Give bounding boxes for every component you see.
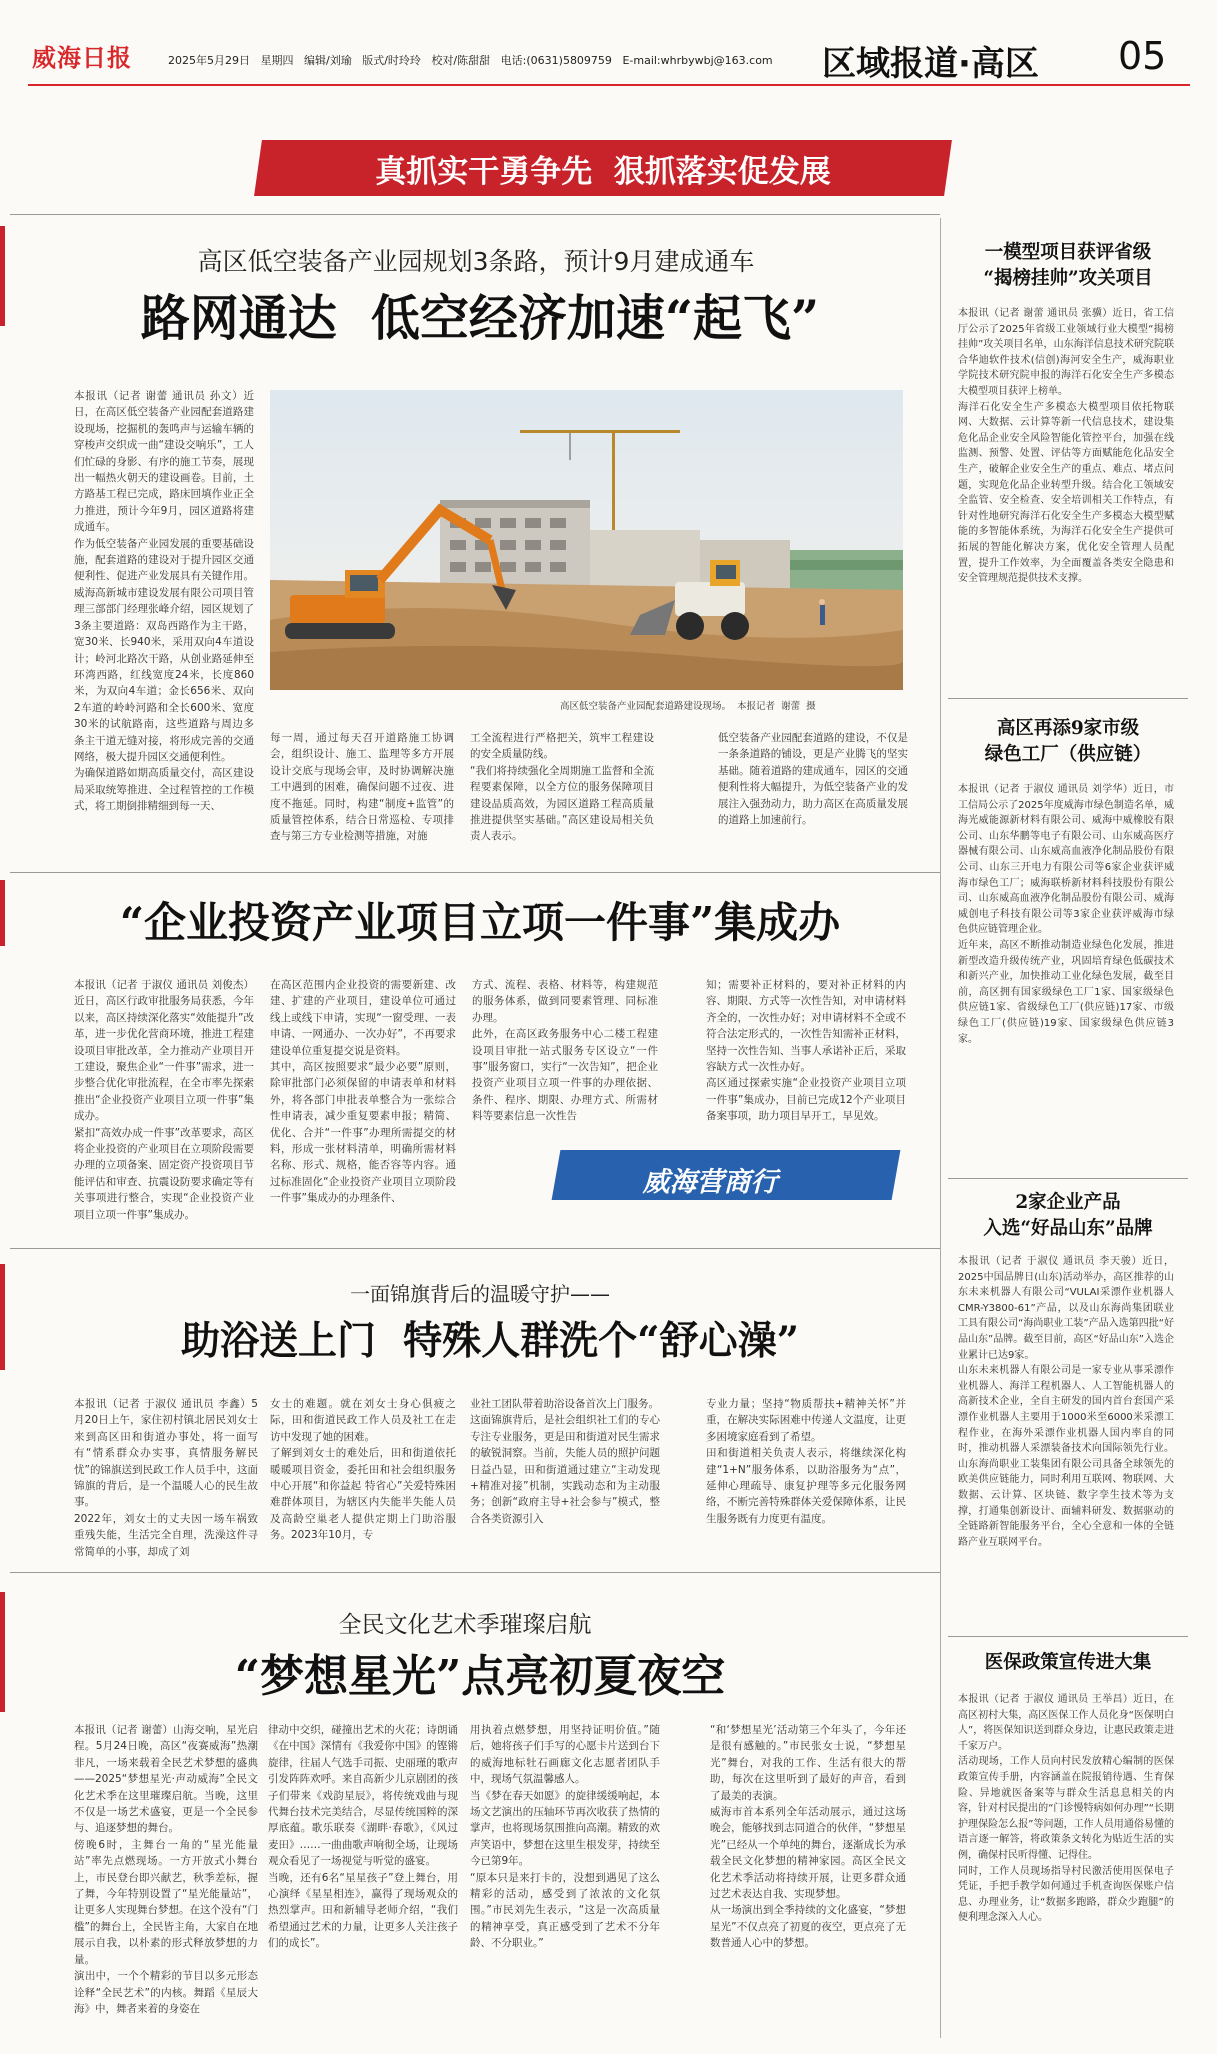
proofreader-credit: 校对/陈甜甜 <box>431 54 491 67</box>
phone-number: 电话:(0631)5809759 <box>500 54 612 67</box>
sidebar-story-4-text: 本报讯（记者 于淑仪 通讯员 王举昌）近日，在高区初村大集，高区医保工作人员化身“医保明白人”，将医保知识送到群众身边，让惠民政策走进千家万户。 活动现场，工作人员向村民发放精心编制的医保政策宣传手册，内容涵盖在院报销待遇、生育保险、异地就医备案等与群众生活息息相关的内容，针对村民提出的“门诊慢特病如何办理”“长期护理保险怎么报”等问题，工作人员用通俗易懂的语言逐一解答，将政策条文转化为贴近生活的实例，确保村民听得懂、记得住。 同时，工作人员现场指导村民激活使用医保电子凭证，手把手教学如何通过手机查询医保账户信息、办理业务，让“数据多跑路，群众少跑腿”的便利理念深入人心。 <box>958 1694 1174 1924</box>
article3-column-4: 专业力量；坚持“物质帮扶+精神关怀”并重，在解决实际困难中传递人文温度，让更多困境家庭看到了希望。 田和街道相关负责人表示，将继续深化构建“1+N”服务体系，以助浴服务为“点”，延伸心理疏导、康复护理等多元化服务网络，不断完善特殊群体关爱保障体系，让民生服务既有力度更有温度。 <box>706 1398 906 1525</box>
email-address: E-mail:whrbywbj@163.com <box>622 54 773 67</box>
article-marker <box>0 1264 5 1370</box>
business-ad-label: 威海营商行 <box>642 1167 778 1198</box>
article4-headline: “梦想星光”点亮初夏夜空 <box>234 1651 726 1702</box>
article-marker <box>0 226 5 326</box>
issue-weekday: 星期四 <box>260 54 294 67</box>
section-title: 区域报道·高区 <box>822 44 1039 84</box>
masthead-rule <box>28 84 1190 86</box>
article2-column-1: 本报讯（记者 于淑仪 通讯员 刘俊杰）近日，高区行政审批服务局获悉，今年以来，高区持续深化落实“效能提升”改革，进一步优化营商环境，推进工程建设项目审批改革，全力推动产业项目开工建设，聚焦企业“一件事”需求，进一步整合优化审批流程，在全市率先探索推出“企业投资产业项目立项一件事”集成办。 紧扣“高效办成一件事”改革要求，高区将企业投资的产业项目在立项阶段需要办理的立项备案、固定资产投资项目节能评估和审查、抗震设防要求确定等有关事项进行整合，实现“企业投资产业项目立项一件事”集成办。 <box>74 979 254 1221</box>
sidebar-story-3-title: 2家企业产品 入选“好品山东”品牌 <box>983 1192 1153 1239</box>
issue-date: 2025年5月29日 <box>168 54 250 67</box>
sidebar-divider <box>940 218 941 2038</box>
construction-scene-image <box>270 390 903 690</box>
photo-caption: 高区低空装备产业园配套道路建设现场。 本报记者 谢蕾 摄 <box>560 701 816 712</box>
masthead-meta <box>168 52 773 68</box>
article4-subtitle: 全民文化艺术季璀璨启航 <box>338 1612 592 1638</box>
slogan-text: 真抓实干勇争先 狠抓落实促发展 <box>375 154 831 190</box>
article4-column-1: 本报讯（记者 谢蕾）山海交响，星光启程。5月24日晚，高区“夜赛威海”热潮非凡，一场来载着全民艺术梦想的盛典——2025“梦想星光·声动威海”全民文化艺术季在这里璀璨启航。当晚，这里不仅是一场艺术盛宴，更是一个全民参与、追逐梦想的舞台。 傍晚6时，主舞台一角的“星光能量站”率先点燃现场。一方开放式小舞台上，市民登台即兴献艺，秋季差标，握了舞，今年特别设置了“星光能量站”，让更多人实现舞台梦想。在这个没有“门槛”的舞台上，全民皆主角，大家自在地展示自我，以朴素的形式释放梦想的力量。 演出中，一个个精彩的节目以多元形态诠释“全民艺术”的内核。舞蹈《星辰大海》中，舞者来着的身姿在 <box>74 1724 258 2015</box>
banner-divider <box>10 214 940 215</box>
sidebar-divider <box>948 1178 1188 1179</box>
sidebar-divider <box>948 1636 1188 1637</box>
lead-column-3: 工全流程进行严格把关，筑牢工程建设的安全质量防线。 “我们将持续强化全周期施工监督和全流程要素保障，以全方位的服务保障项目建设品质高效，为园区道路工程高质量推进提供坚实基础。”高区建设局相关负责人表示。 <box>470 732 654 843</box>
article4-column-3: 用执着点燃梦想，用坚持证明价值。”随后，她将孩子们手写的心愿卡片送到台下的威海地标牡石画廊文化志愿者团队手中，现场气氛温馨感人。 当《梦在春天如愿》的旋律缓缓响起，本场文艺演出的压轴环节再次收获了热情的掌声，也将现场氛围推向高潮。精致的欢声笑语中，梦想在这里生根发芽，持续至今已第9年。 “原本只是来打卡的，没想到遇见了这么精彩的活动，感受到了浓浓的文化氛围。”市民刘先生表示，“这是一次高质量的精神享受，真正感受到了艺术不分年龄、不分职业。” <box>470 1724 660 1950</box>
sidebar-story-1-title: 一模型项目获评省级 “揭榜挂帅”攻关项目 <box>983 242 1153 289</box>
sidebar-story-2-title: 高区再添9家市级 绿色工厂（供应链） <box>984 718 1152 765</box>
section-divider <box>10 872 940 873</box>
article2-column-4: 知；需要补正材料的，要对补正材料的内容、期限、方式等一次性告知，对申请材料齐全的，一次性办好；对申请材料不全或不符合法定形式的，一次性告知需补正材料，坚持一次性告知、当事人承诺补正后，采取容缺方式一次性办好。 高区通过探索实施“企业投资产业项目立项一件事”集成办，目前已完成12个产业项目备案事项，助力项目早开工，早见效。 <box>706 979 906 1123</box>
article3-subtitle: 一面锦旗背后的温暖守护—— <box>350 1282 610 1306</box>
article2-column-2: 在高区范围内企业投资的需要新建、改建、扩建的产业项目，建设单位可通过线上或线下申请，实现“一窗受理、一表申请、一网通办、一次办好”，不再要求建设单位重复提交说是资料。 其中，高区按照要求“最少必要”原则，除审批部门必须保留的申请表单和材料外，将各部门申批表单整合为一张综合性申请表，减少重复要素申报；精简、优化、合并“一件事”办理所需提交的材料，形成一张材料清单，明确所需材料名称、形式、规格，能否容等内容。通过标准固化“企业投资产业项目立项阶段一件事”集成办的办理条件、 <box>270 979 456 1205</box>
sidebar-divider <box>948 698 1188 699</box>
editor-credit: 编辑/刘瑜 <box>304 54 352 67</box>
lead-column-4: 低空装备产业园配套道路的建设，不仅是一条条道路的铺设，更是产业腾飞的坚实基础。随着道路的建成通车，园区的交通便利性将大幅提升，为低空装备产业的发展注入强劲动力，助力高区在高质量发展的道路上加速前行。 <box>718 732 908 827</box>
section-divider <box>10 1572 940 1573</box>
designer-credit: 版式/时玲玲 <box>362 54 421 67</box>
lead-subtitle: 高区低空装备产业园规划3条路，预计9月建成通车 <box>197 247 755 276</box>
article4-column-2: 律动中交织，碰撞出艺术的火花；诗朗诵《在中国》深情有《我爱你中国》的铿锵旋律，往届人气选手司振、史丽瑾的歌声引发阵阵欢呼。来自高新少儿京剧团的孩子们带来《戏韵星辰》，将传统戏曲与现代舞台技术完美结合，尽显传统国粹的深厚底蕴。歌乐联奏《湖畔·春歌》，《风过麦田》……一曲曲歌声响彻全场，让现场观众看见了一场视觉与听觉的盛宴。 当晚，还有6名“星星孩子”登上舞台，用心演绎《星星相连》，赢得了现场观众的热烈掌声。田和新辅导老师介绍，“我们希望通过艺术的力量，让更多人关注孩子们的成长”。 <box>268 1724 458 1950</box>
article3-column-1: 本报讯（记者 于淑仪 通讯员 李鑫）5月20日上午，家住初村镇北居民刘女士来到高区田和街道办事处，将一面写有“情系群众办实事，真情服务解民忧”的锦旗送到民政工作人员手中，这面锦旗的背后，是一个温暖人心的民生故事。 2022年，刘女士的丈夫因一场车祸致重残失能，生活完全自理，洗澡这件寻常简单的小事，却成了刘 <box>74 1398 258 1558</box>
sidebar-story-3-text: 本报讯（记者 于淑仪 通讯员 李天骏）近日，2025中国品牌日(山东)活动举办，高区推荐的山东未来机器人有限公司“VULAI采漂作业机器人CMR-Y3800-61”产品，以及山东海尚集团联业工具有限公司“海尚职业工装”产品入选第四批“好品山东”品牌。截至目前，高区“好品山东”入选企业累计已达9家。 山东未来机器人有限公司是一家专业从事采漂作业机器人、海洋工程机器人、人工智能机器人的高新技术企业，全自主研发的国内首台套国产采漂作业机器人主要用于1000米至6000米采漂工程作业，在海外采漂作业机器人国内率自的同时，推动机器人采漂装备技术向国际领先行业。山东海尚职业工装集团有限公司具备全球领先的欧美供应链能力，同时利用互联网、物联网、大数据、云计算、区块链、数字孪生技术等为支撑，打通集创新设计、面辅料研发、数据驱动的全链路新智能服务平台，全心全意和一体的全链路产业互联网平台。 <box>958 1256 1174 1548</box>
article-marker <box>0 1592 5 1712</box>
article-marker <box>0 880 5 946</box>
article2-column-3: 方式、流程、表格、材料等，构建规范的服务体系，做到同要素管理、同标准办理。 此外，在高区政务服务中心二楼工程建设项目审批一站式服务专区设立“一件事”服务窗口，实行“一次告知”，把企业投资产业项目立项一件事的办理依据、条件、程序、期限、办理方式、所需材料等要素信息一次性告 <box>472 979 658 1123</box>
sidebar-story-1-text: 本报讯（记者 谢蕾 通讯员 张骥）近日，省工信厅公示了2025年省级工业领域行业大模型“揭榜挂帅”攻关项目名单，山东海洋信息技术研究院联合华迪软件技术(信创)海河安全生产，威海职业学院技术研究院申报的海洋石化安全生产多模态大模型项目获评上榜单。 海洋石化安全生产多模态大模型项目依托物联网、大数据、云计算等新一代信息技术，建设集危化品企业安全风险智能化管控平台，加强在线监测、预警、处置、评估等方面赋能危化品安全生产，破解企业安全生产的重点、难点、堵点问题，实现危化品企业转型升级。结合化工领域安全监管、安全检查、安全培训相关工作特点，有针对性地研究海洋石化安全生产多模态大模型赋能的多智能体系统，为海洋石化安全生产提供可拓展的智能化解决方案，优化安全管理人员配置，提升工作效率，为全面覆盖各类安全隐患和安全管理规范提供技术支撑。 <box>958 308 1174 585</box>
article4-column-4: “和‘梦想星光’活动第三个年头了，今年还是很有感触的。”市民张女士说，“梦想星光”舞台，对我的工作、生活有很大的帮助，每次在这里听到了最好的声音，看到了最美的表演。 威海市首本系列全年活动展示，通过这场晚会，能够找到志同道合的伙伴，“梦想星光”已经从一个单纯的舞台，逐渐成长为承载全民文化梦想的精神家园。高区全民文化艺术季活动将持续开展，让更多群众通过艺术表达自我、实现梦想。 从一场演出到全季持续的文化盛宴，“梦想星光”不仅点亮了初夏的夜空，更点亮了无数普通人心中的梦想。 <box>710 1724 906 1950</box>
article3-column-3: 业社工团队带着助浴设备首次上门服务。 这面锦旗背后，是社会组织社工们的专心专注专业服务，更是田和街道对民生需求的敏锐洞察。当前，失能人员的照护问题日益凸显，田和街道通过建立“主动发现+精准对接”机制，实践动态和为主动服务；创新“政府主导+社会参与”模式，整合各类资源引入 <box>470 1398 660 1525</box>
section-divider <box>10 1248 940 1249</box>
lead-headline: 路网通达 低空经济加速“起飞” <box>140 289 820 347</box>
article3-column-2: 女士的难题。就在刘女士身心俱疲之际，田和街道民政工作人员及社工在走访中发现了她的困难。 了解到刘女士的难处后，田和街道依托暖暖项目资金，委托田和社会组织服务中心开展“和你益起 特省心”关爱特殊困难群体项目，为辖区内失能半失能人员及高龄空巢老人提供定期上门助浴服务。2023年10月，专 <box>270 1398 456 1542</box>
article2-headline: “企业投资产业项目立项一件事”集成办 <box>119 898 841 947</box>
sidebar-story-2-text: 本报讯（记者 于淑仪 通讯员 刘学华）近日，市工信局公示了2025年度威海市绿色制造名单，威海光威能源新材料有限公司、威海中威橡胶有限公司、山东华鹏等电子有限公司、山东威高医疗器械有限公司、山东威高血液净化制品股份有限公司、山东三开电力有限公司等6家企业获评威海市绿色工厂；威海联桥新材料科技股份有限公司、山东威高血液净化制品股份有限公司、威海威创电子科技有限公司等3家企业获评威海市绿色供应链管理企业。 近年来，高区不断推动制造业绿色化发展，推进新型改造升级传统产业，巩固培育绿色低碳技术和新兴产业，加快推动工业化绿色发展，截至目前，高区拥有国家级绿色工厂1家、国家级绿色供应链1家、省级绿色工厂(供应链)17家、市级绿色工厂(供应链)19家、国家级绿色供应链3家。 <box>958 784 1174 1045</box>
lead-column-2: 每一周，通过每天召开道路施工协调会，组织设计、施工、监理等多方开展设计交底与现场会审，及时协调解决施工中遇到的困难，确保问题不过夜、进度不拖延。同时，构建“制度+监管”的质量管控体系，结合日常巡检、专项排查与第三方专业检测等措施，对施 <box>270 732 454 843</box>
lead-column-1: 本报讯（记者 谢蕾 通讯员 孙文）近日，在高区低空装备产业园配套道路建设现场，挖掘机的轰鸣声与运输车辆的穿梭声交织成一曲“建设交响乐”，工人们忙碌的身影、有序的施工节奏，展现出一幅热火朝天的建设画卷。目前，土方路基工程已完成，路床回填作业正全力推进，预计今年9月，园区道路将建成通车。 作为低空装备产业园发展的重要基础设施，配套道路的建设对于提升园区交通便利性、促进产业发展具有关键作用。威海高新城市建设发展有限公司项目管理三部部门经理张峰介绍，园区规划了3条主要道路：双岛西路作为主干路，宽30米、长940米，采用双向4车道设计；岭河北路次干路，从创业路延伸至环湾西路，红线宽度24米，长度860米，为双向4车道；金长656米、双向2车道的岭岭河路和全长600米、宽度30米的试航路南，这些道路与周边多条主干道无缝对接，将形成完善的交通网络，极大提升园区交通便利性。 为确保道路如期高质量交付，高区建设局采取统筹推进、全过程管控的工作模式，将工期倒排精细到每一天、 <box>74 390 254 813</box>
article3-headline: 助浴送上门 特殊人群洗个“舒心澡” <box>180 1318 800 1364</box>
newspaper-logo: 威海日报 <box>32 43 132 72</box>
page-number: 05 <box>1118 34 1167 78</box>
construction-photo <box>270 390 903 690</box>
sidebar-story-4-title: 医保政策宣传进大集 <box>984 1652 1152 1673</box>
